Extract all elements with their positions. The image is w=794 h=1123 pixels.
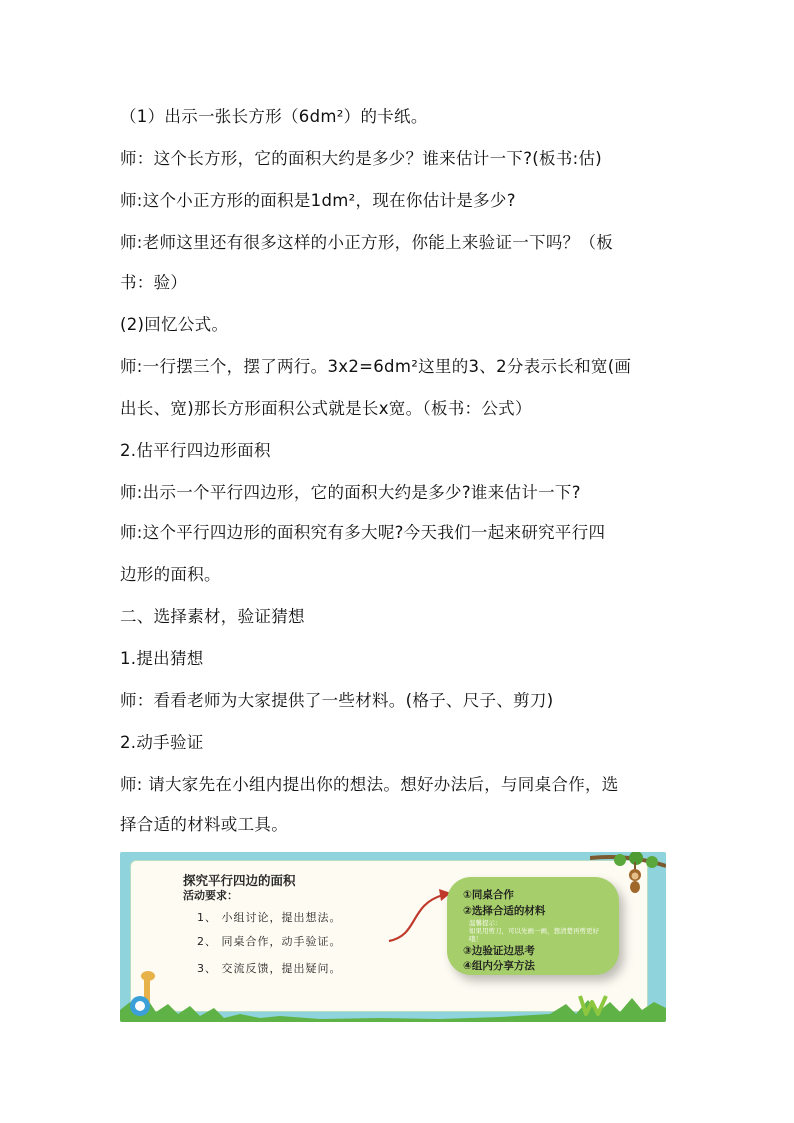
- slide-item-3: 3、 交流反馈，提出疑问。: [197, 962, 342, 975]
- activity-slide-image: [120, 852, 666, 1022]
- step-1: ①同桌合作: [463, 889, 514, 901]
- text-line-5: 书：验）: [120, 273, 188, 292]
- tip-text: 如果用剪刀，可以先画一画，想清楚再剪更好哦！: [469, 927, 599, 943]
- slide-subtitle: 活动要求：: [183, 889, 238, 902]
- step-4: ④组内分享方法: [463, 960, 535, 972]
- tip-title: 温馨提示：: [469, 919, 502, 927]
- giraffe-icon: [126, 970, 166, 1018]
- slide-title: 探究平行四边的面积: [183, 873, 296, 888]
- step-3: ③边验证边思考: [463, 945, 535, 957]
- text-line-3: 师:这个小正方形的面积是1dm²，现在你估计是多少?: [120, 191, 516, 210]
- text-line-15: 师：看看老师为大家提供了一些材料。(格子、尺子、剪刀): [120, 691, 554, 710]
- text-line-17: 师: 请大家先在小组内提出你的想法。想好办法后，与同桌合作，选: [120, 775, 619, 794]
- text-line-4: 师:老师这里还有很多这样的小正方形，你能上来验证一下吗？（板: [120, 233, 614, 252]
- text-line-1: （1）出示一张长方形（6dm²）的卡纸。: [120, 107, 428, 126]
- slide-item-1: 1、 小组讨论，提出想法。: [197, 911, 342, 924]
- text-line-10: 师:出示一个平行四边形，它的面积大约是多少?谁来估计一下?: [120, 483, 581, 502]
- slide-panel: [130, 860, 648, 1012]
- step-2: ②选择合适的材料: [463, 905, 546, 917]
- monkey-icon: [624, 862, 646, 894]
- subheading-verify: 2.动手验证: [120, 733, 204, 752]
- text-line-12: 边形的面积。: [120, 565, 221, 584]
- slide-item-2: 2、 同桌合作，动手验证。: [197, 935, 342, 948]
- text-line-2: 师：这个长方形，它的面积大约是多少？谁来估计一下?(板书:估): [120, 149, 602, 168]
- text-line-6: (2)回忆公式。: [120, 315, 229, 334]
- text-line-7: 师:一行摆三个，摆了两行。3x2=6dm²这里的3、2分表示长和宽(画: [120, 357, 632, 376]
- subheading-hypothesis: 1.提出猜想: [120, 649, 204, 668]
- text-line-8: 出长、宽)那长方形面积公式就是长x宽。（板书：公式）: [120, 399, 532, 418]
- heading-parallelogram-estimate: 2.估平行四边形面积: [120, 441, 271, 460]
- w-logo-icon: [578, 994, 608, 1016]
- text-line-11: 师:这个平行四边形的面积究有多大呢?今天我们一起来研究平行四: [120, 523, 606, 542]
- section-heading-2: 二、选择素材，验证猜想: [120, 607, 305, 626]
- text-line-18: 择合适的材料或工具。: [120, 815, 288, 834]
